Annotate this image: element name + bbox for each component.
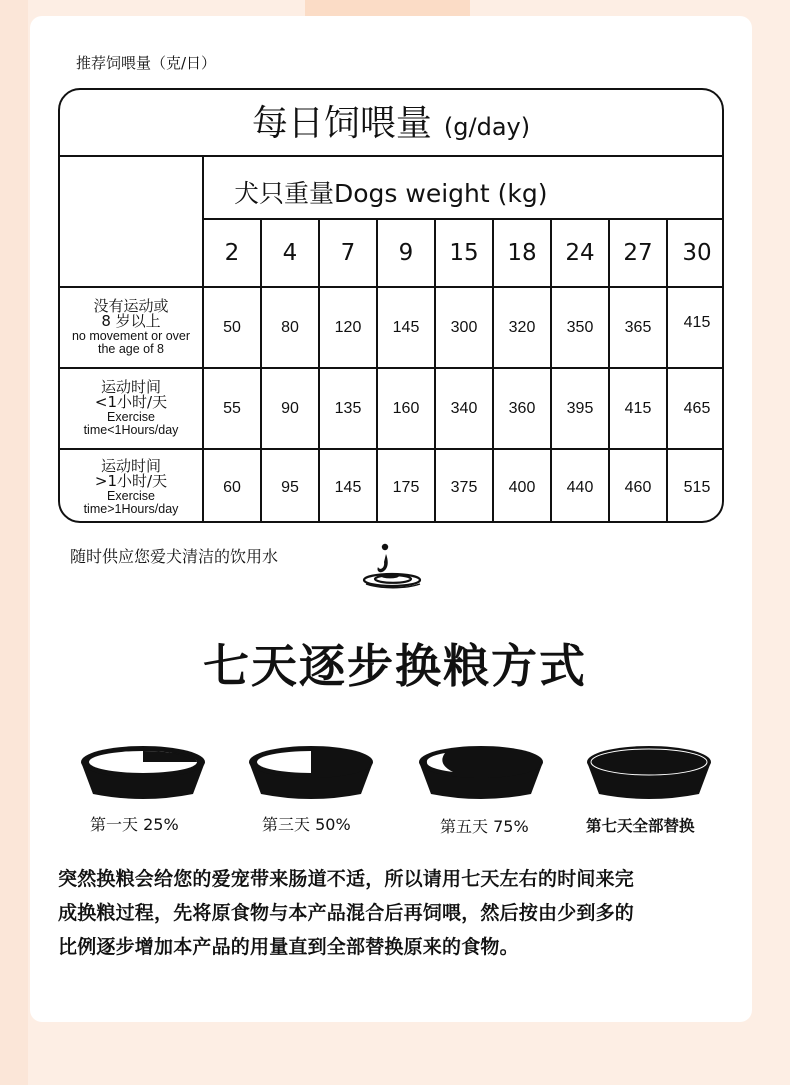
table-corner-cell	[60, 157, 204, 288]
paragraph-line: 比例逐步增加本产品的用量直到全部替换原来的食物。	[58, 936, 519, 958]
bowl-caption: 第三天 50%	[262, 815, 351, 834]
table-cell: 515	[683, 478, 711, 496]
weight-cell: 15	[436, 220, 494, 286]
table-cell: 415	[683, 313, 711, 331]
table-cell: 320	[494, 288, 552, 367]
table-cell: 145	[378, 288, 436, 367]
row-label-en: time>1Hours/day	[83, 502, 179, 517]
row-label-cn: 运动时间	[100, 377, 161, 396]
table-cell: 340	[436, 369, 494, 448]
table-cell: 300	[436, 288, 494, 367]
table-title-main: 每日饲喂量	[251, 103, 432, 144]
row-label-cn: <1小时/天	[94, 393, 168, 412]
weights-row	[204, 220, 724, 288]
row-label-cn: >1小时/天	[94, 472, 168, 491]
row-label-en: no movement or over	[71, 329, 191, 344]
table-cell: 90	[262, 369, 320, 448]
paragraph-line: 突然换粮会给您的爱宠带来肠道不适，所以请用七天左右的时间来完	[58, 868, 635, 890]
table-cell: 460	[610, 450, 668, 523]
row-label	[60, 369, 204, 448]
table-cell: 55	[204, 369, 262, 448]
weight-cell: 30	[682, 240, 712, 266]
section-title: 七天逐步换粮方式	[203, 639, 587, 693]
background-stripe	[0, 0, 28, 1085]
bowl-icon-50	[247, 740, 375, 800]
table-row	[60, 288, 724, 369]
table-cell: 145	[320, 450, 378, 523]
bowl-caption: 第一天 25%	[90, 815, 179, 834]
weight-cell: 24	[552, 220, 610, 286]
row-label-en: time<1Hours/day	[83, 423, 179, 438]
table-cell: 375	[436, 450, 494, 523]
weight-cell: 4	[262, 220, 320, 286]
table-row	[60, 369, 724, 450]
table-cell: 160	[378, 369, 436, 448]
feeding-table	[58, 88, 724, 523]
row-label-cn: 运动时间	[100, 456, 161, 475]
table-cell: 80	[262, 288, 320, 367]
table-cell: 400	[494, 450, 552, 523]
water-note: 随时供应您爱犬清洁的饮用水	[70, 547, 279, 566]
table-row	[60, 450, 724, 523]
bowl-icon-100	[585, 740, 713, 800]
bowl-caption: 第五天 75%	[440, 817, 529, 836]
table-cell: 360	[494, 369, 552, 448]
weight-cell: 7	[320, 220, 378, 286]
row-label	[60, 288, 204, 367]
table-cell: 60	[204, 450, 262, 523]
recommend-label: 推荐饲喂量（克/日）	[76, 54, 217, 72]
row-label-en: Exercise	[107, 410, 155, 425]
row-label-cn: 8 岁以上	[101, 312, 161, 331]
row-label-en: Exercise	[107, 489, 155, 504]
table-cell: 50	[204, 288, 262, 367]
row-label	[60, 450, 204, 523]
bowl-icon-25	[79, 740, 207, 800]
weight-cell: 9	[378, 220, 436, 286]
table-title-unit: (g/day)	[443, 113, 531, 141]
table-cell: 95	[262, 450, 320, 523]
paragraph-line: 成换粮过程，先将原食物与本产品混合后再饲喂，然后按由少到多的	[58, 902, 635, 924]
table-cell: 350	[552, 288, 610, 367]
row-label-cn: 没有运动或	[93, 296, 169, 315]
table-cell: 175	[378, 450, 436, 523]
weight-cell: 18	[494, 220, 552, 286]
weight-cell: 27	[610, 220, 668, 286]
weight-cell: 2	[204, 220, 262, 286]
table-cell: 440	[552, 450, 610, 523]
table-title	[60, 90, 722, 157]
table-cell: 395	[552, 369, 610, 448]
bowl-caption: 第七天全部替换	[586, 817, 695, 835]
bowl-icon-75	[417, 740, 545, 800]
table-cell: 135	[320, 369, 378, 448]
weight-header: 犬只重量Dogs weight (kg)	[204, 157, 724, 220]
table-cell: 365	[610, 288, 668, 367]
transition-paragraph	[58, 862, 728, 964]
water-drop-icon	[360, 540, 424, 594]
table-cell: 465	[683, 399, 711, 417]
table-cell: 120	[320, 288, 378, 367]
table-cell: 415	[610, 369, 668, 448]
row-label-en: the age of 8	[97, 342, 165, 357]
